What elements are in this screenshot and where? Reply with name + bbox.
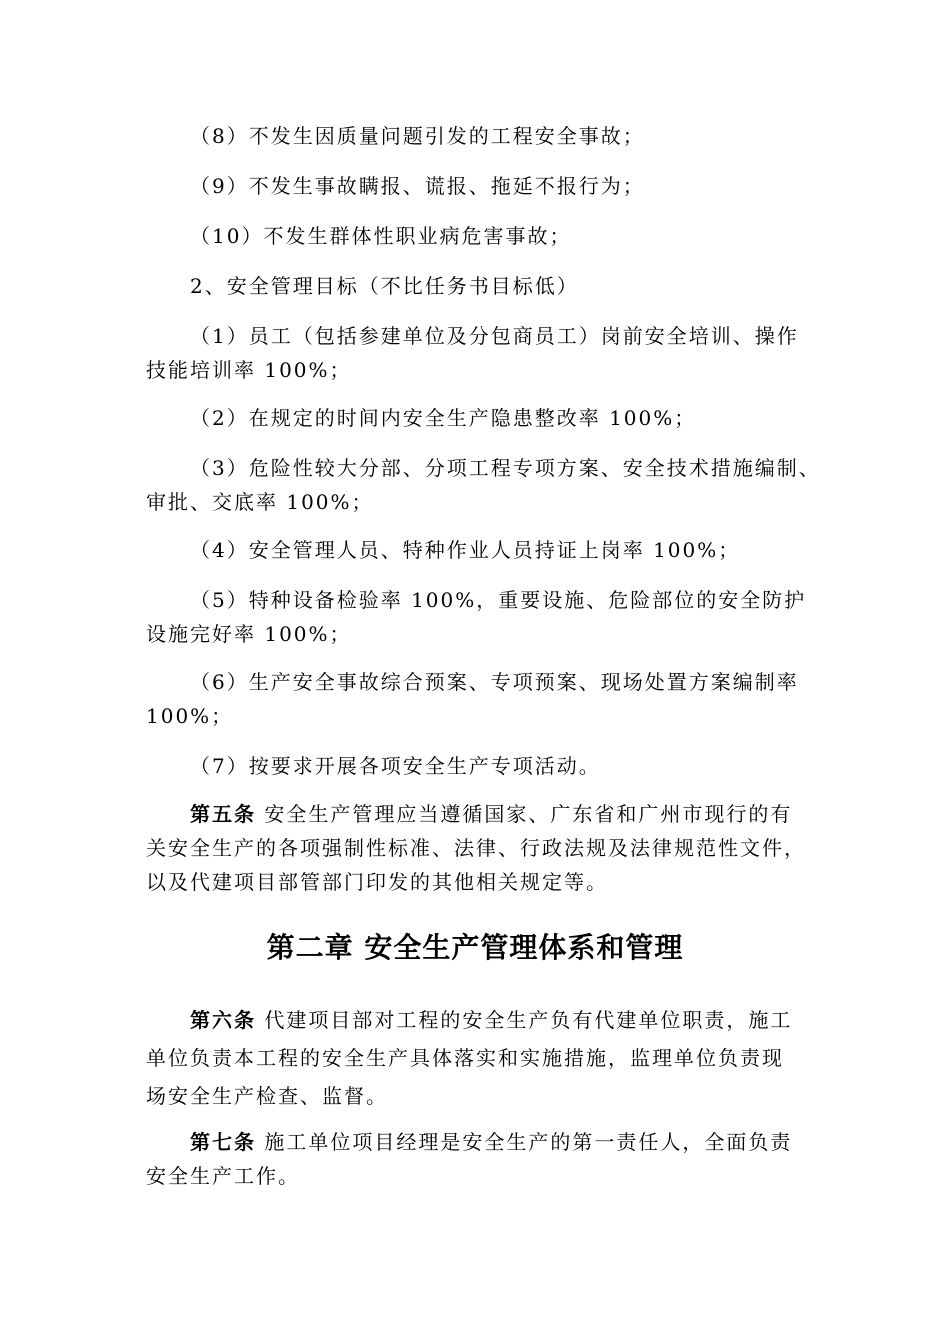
article-7-text1: 施工单位项目经理是安全生产的第一责任人，全面负责	[264, 1130, 793, 1154]
article-6-text1: 代建项目部对工程的安全生产负有代建单位职责，施工	[264, 1008, 793, 1032]
article-7-line1	[190, 1128, 792, 1156]
article-7-line2: 安全生产工作。	[146, 1164, 300, 1188]
article-6-label: 第六条	[190, 1008, 256, 1032]
safety-goal-3-line2: 审批、交底率 100%；	[146, 490, 374, 514]
safety-goal-1-line1: （1）员工（包括参建单位及分包商员工）岗前安全培训、操作	[190, 324, 799, 348]
safety-goal-4: （4）安全管理人员、特种作业人员持证上岗率 100%；	[190, 538, 741, 562]
safety-goal-1-line2: 技能培训率 100%；	[146, 358, 352, 382]
goal-item-9: （9）不发生事故瞒报、谎报、拖延不报行为；	[190, 174, 645, 198]
article-6-line1	[190, 1006, 792, 1034]
article-6-line2: 单位负责本工程的安全生产具体落实和实施措施，监理单位负责现	[146, 1046, 784, 1070]
article-5-label: 第五条	[190, 802, 256, 826]
article-5-line2: 关安全生产的各项强制性标准、法律、行政法规及法律规范性文件，	[146, 836, 806, 860]
chapter-title: 第二章 安全生产管理体系和管理	[266, 931, 684, 964]
goal-item-8: （8）不发生因质量问题引发的工程安全事故；	[190, 124, 645, 148]
article-7-label: 第七条	[190, 1130, 256, 1154]
safety-goal-7: （7）按要求开展各项安全生产专项活动。	[190, 754, 601, 778]
safety-goal-2: （2）在规定的时间内安全生产隐患整改率 100%；	[190, 406, 697, 430]
article-5-text1: 安全生产管理应当遵循国家、广东省和广州市现行的有	[264, 802, 793, 826]
goal-item-10: （10）不发生群体性职业病危害事故；	[190, 224, 572, 248]
safety-goal-3-line1: （3）危险性较大分部、分项工程专项方案、安全技术措施编制、	[190, 456, 821, 480]
safety-goal-5-line1: （5）特种设备检验率 100%，重要设施、危险部位的安全防护	[190, 588, 807, 612]
section-heading-safety-goals: 2、安全管理目标（不比任务书目标低）	[190, 274, 579, 298]
safety-goal-6-line1: （6）生产安全事故综合预案、专项预案、现场处置方案编制率	[190, 670, 799, 694]
safety-goal-5-line2: 设施完好率 100%；	[146, 622, 352, 646]
safety-goal-6-line2: 100%；	[146, 704, 234, 728]
article-5-line1	[190, 800, 792, 828]
article-6-line3: 场安全生产检查、监督。	[146, 1084, 388, 1108]
article-5-line3: 以及代建项目部管部门印发的其他相关规定等。	[146, 870, 608, 894]
